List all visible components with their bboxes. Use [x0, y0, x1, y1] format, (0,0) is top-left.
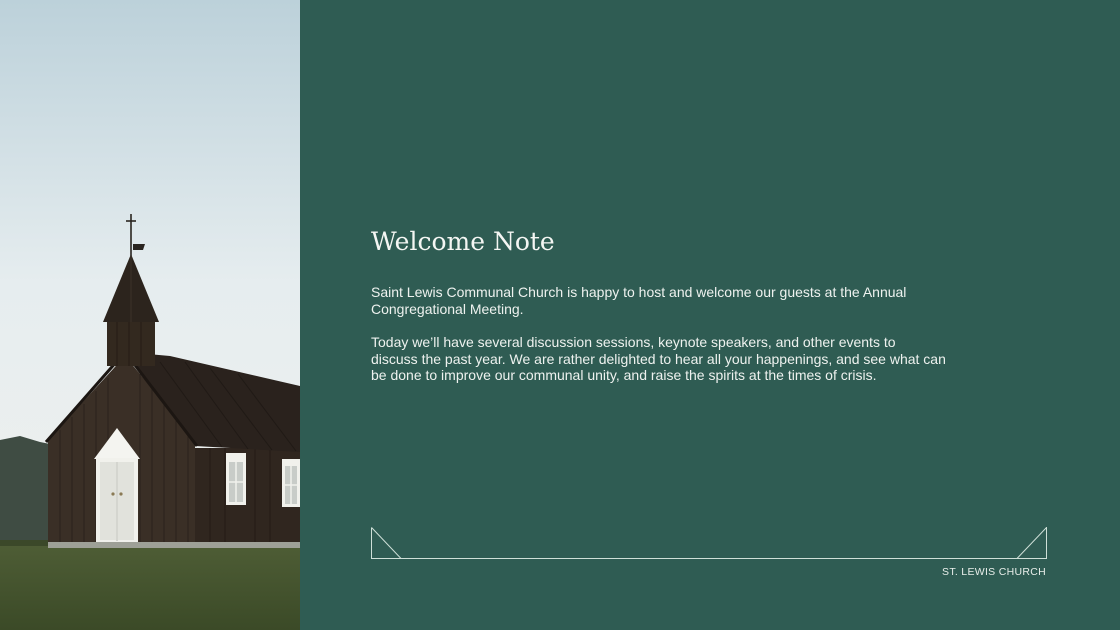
- decorative-frame-line: [371, 527, 1047, 560]
- church-photo: [0, 0, 300, 630]
- intro-paragraph: Saint Lewis Communal Church is happy to host and welcome our guests at the Annual Congregational Meeting.: [371, 284, 907, 317]
- welcome-content: [371, 224, 946, 401]
- page-title: Welcome Note: [371, 227, 555, 256]
- church-image: [0, 0, 300, 630]
- body-paragraph: Today we’ll have several discussion sessions, keynote speakers, and other events to discuss the past year. We are rather delighted to hear all your happenings, and see what can be done to improve our communal unity, and raise the spirits at the times of crisis.: [371, 334, 946, 383]
- church-name-footer: ST. LEWIS CHURCH: [942, 566, 1046, 578]
